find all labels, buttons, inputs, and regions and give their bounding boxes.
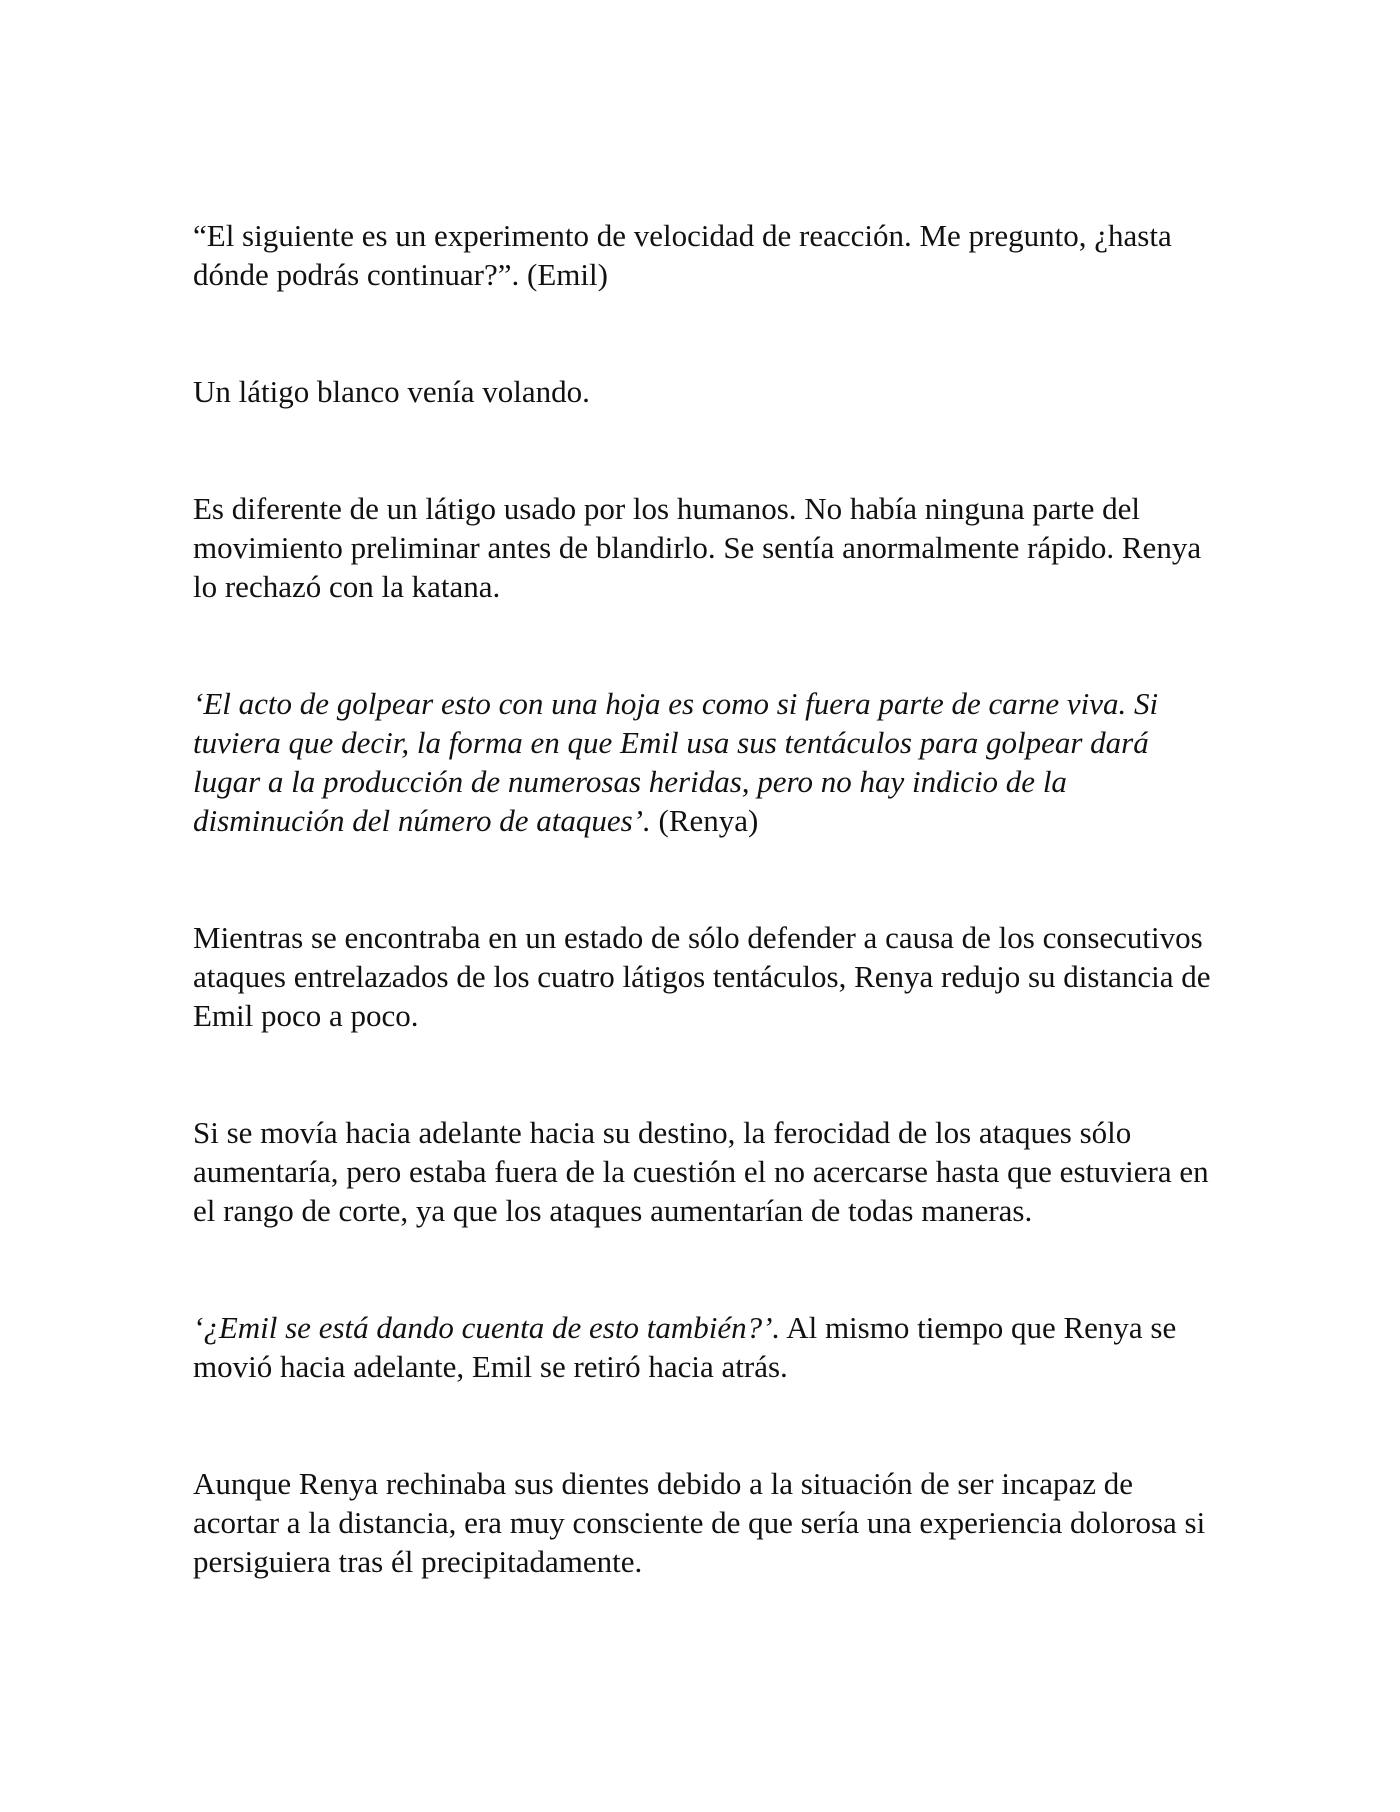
paragraph-7 xyxy=(193,1308,1223,1386)
paragraph-7-narration: Al mismo tiempo que Renya se movió hacia adelante, Emil se retiró hacia atrás. xyxy=(193,1310,1177,1384)
paragraph-8: Aunque Renya rechinaba sus dientes debido a la situación de ser incapaz de acortar a la distancia, era muy consciente de que sería una experiencia dolorosa si persiguiera tras él precipitadamente. xyxy=(193,1466,1206,1579)
paragraph-5: Mientras se encontraba en un estado de sólo defender a causa de los consecutivos ataques entrelazados de los cuatro látigos tentáculos, Renya redujo su distancia de Emil poco a poco. xyxy=(193,920,1211,1033)
document-body xyxy=(193,216,1223,1581)
paragraph-4 xyxy=(193,684,1223,840)
speaker-tag-renya: (Renya) xyxy=(650,803,759,838)
paragraph-3: Es diferente de un látigo usado por los humanos. No había ninguna parte del movimiento preliminar antes de blandirlo. Se sentía anormalmente rápido. Renya lo rechazó con la katana. xyxy=(193,491,1202,604)
paragraph-2: Un látigo blanco venía volando. xyxy=(193,374,590,409)
thought-renya-question: ‘¿Emil se está dando cuenta de esto también?’. xyxy=(193,1310,781,1345)
dialogue-emil: “El siguiente es un experimento de velocidad de reacción. Me pregunto, ¿hasta dónde podrás continuar?”. xyxy=(193,218,1172,292)
paragraph-1 xyxy=(193,216,1223,294)
paragraph-6: Si se movía hacia adelante hacia su destino, la ferocidad de los ataques sólo aumentaría, pero estaba fuera de la cuestión el no acercarse hasta que estuviera en el rango de corte, ya que los ataques aumentarían de todas maneras. xyxy=(193,1115,1209,1228)
thought-renya: ‘El acto de golpear esto con una hoja es como si fuera parte de carne viva. Si tuviera que decir, la forma en que Emil usa sus tentáculos para golpear dará lugar a la producción de numerosas heridas, pero no hay indicio de la disminución del número de ataques’. xyxy=(193,686,1159,838)
speaker-tag-emil: (Emil) xyxy=(519,257,608,292)
